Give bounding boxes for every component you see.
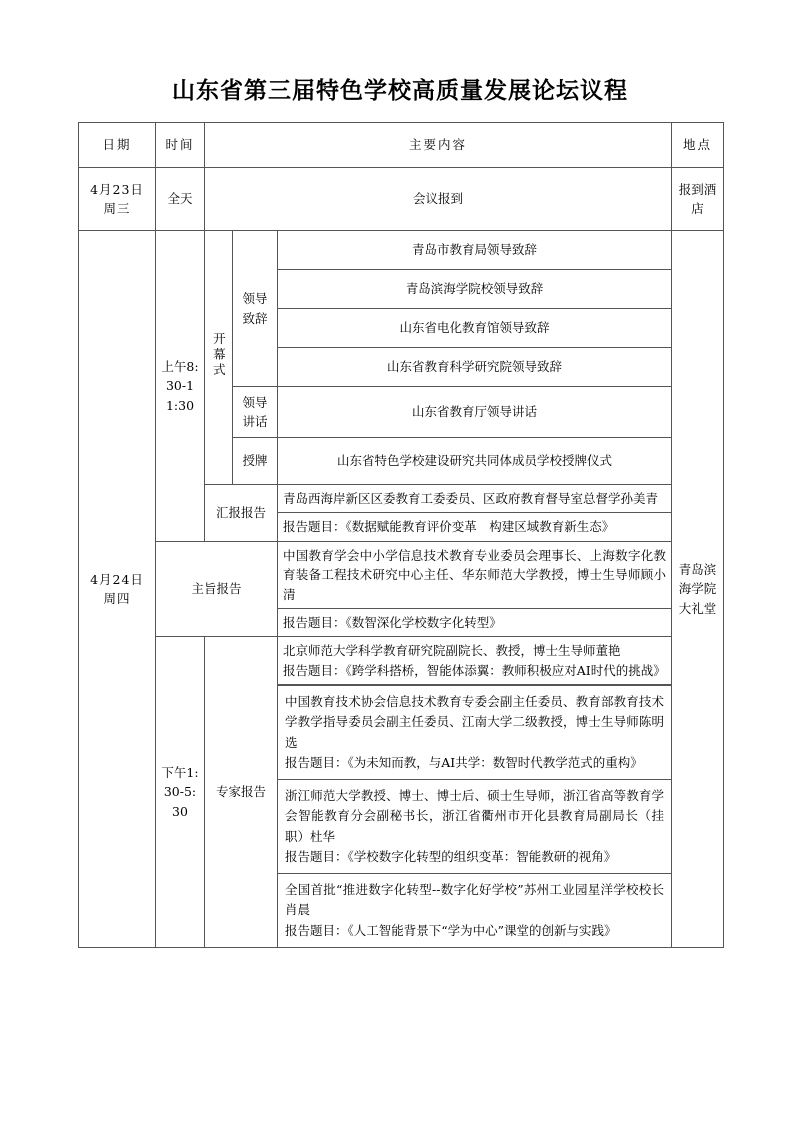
table-row-speech-1 [79, 231, 724, 270]
opening-ceremony-label-text: 开幕式 [211, 331, 227, 379]
expert-3-topic: 报告题目：《学校数字化转型的组织变革：智能教研的视角》 [285, 848, 617, 864]
expert-2-speaker: 中国教育技术协会信息技术教育专委会副主任委员、教育部教育技术学教学指导委员会副主任委员、江南大学二级教授，博士生导师陈明选 [285, 694, 665, 750]
speech-item-1: 青岛市教育局领导致辞 [278, 231, 672, 270]
day2-date: 4月24日周四 [79, 231, 156, 948]
leader-address-content: 山东省教育厅领导讲话 [278, 387, 672, 438]
table-row-keynote-speaker [79, 541, 724, 608]
table-row-expert-1 [79, 637, 724, 685]
opening-ceremony-label [205, 231, 233, 485]
speech-item-3: 山东省电化教育馆领导致辞 [278, 309, 672, 348]
expert-report-block-4 [278, 873, 671, 947]
expert-1-speaker: 北京师范大学科学教育研究院副院长、教授，博士生导师董艳 [283, 643, 621, 659]
briefing-speaker: 青岛西海岸新区区委教育工委委员、区政府教育督导室总督学孙美青 [278, 485, 672, 513]
expert-report-block-3 [278, 779, 671, 873]
table-row-day1 [79, 168, 724, 231]
expert-report-block-1 [278, 637, 672, 685]
header-venue: 地点 [672, 123, 724, 168]
day1-content: 会议报到 [205, 168, 672, 231]
award-content: 山东省特色学校建设研究共同体成员学校授牌仪式 [278, 438, 672, 485]
table-header-row [79, 123, 724, 168]
speech-item-2: 青岛滨海学院校领导致辞 [278, 270, 672, 309]
award-label: 授牌 [233, 438, 278, 485]
expert-reports-label: 专家报告 [205, 637, 278, 948]
day2-morning-time: 上午8:30-11:30 [156, 231, 205, 542]
day1-venue: 报到酒店 [672, 168, 724, 231]
day1-date: 4月23日周三 [79, 168, 156, 231]
expert-report-rest [278, 685, 672, 948]
leader-speeches-label: 领导致辞 [233, 231, 278, 387]
day1-time: 全天 [156, 168, 205, 231]
briefing-report-label: 汇报报告 [205, 485, 278, 542]
day2-afternoon-time: 下午1:30-5:30 [156, 637, 205, 948]
keynote-topic: 报告题目：《数智深化学校数字化转型》 [278, 608, 672, 636]
header-date: 日期 [79, 123, 156, 168]
expert-4-topic: 报告题目：《人工智能背景下“学为中心”课堂的创新与实践》 [285, 922, 617, 938]
keynote-speaker: 中国教育学会中小学信息技术教育专业委员会理事长、上海数字化教育装备工程技术研究中心主任、华东师范大学教授，博士生导师顾小清 [278, 541, 672, 608]
leader-address-label: 领导讲话 [233, 387, 278, 438]
agenda-table [78, 122, 724, 948]
briefing-topic: 报告题目：《数据赋能教育评价变革 构建区域教育新生态》 [278, 513, 672, 541]
page-title: 山东省第三届特色学校高质量发展论坛议程 [172, 77, 628, 104]
expert-3-speaker: 浙江师范大学教授、博士、博士后、硕士生导师，浙江省高等教育学会智能教育分会副秘书长，浙江省衢州市开化县教育局副局长（挂职）杜华 [285, 788, 665, 844]
header-content: 主要内容 [205, 123, 672, 168]
expert-4-speaker: 全国首批“推进数字化转型--数字化好学校”苏州工业园星洋学校校长肖晨 [285, 882, 665, 918]
day2-venue: 青岛滨海学院大礼堂 [672, 231, 724, 948]
header-time: 时间 [156, 123, 205, 168]
keynote-report-label: 主旨报告 [156, 541, 278, 637]
expert-2-topic: 报告题目：《为未知而教，与AI共学：数智时代教学范式的重构》 [285, 754, 643, 770]
expert-1-topic: 报告题目：《跨学科搭桥，智能体添翼：教师积极应对AI时代的挑战》 [283, 662, 666, 678]
speech-item-4: 山东省教育科学研究院领导致辞 [278, 348, 672, 387]
expert-report-block-2 [278, 685, 671, 779]
